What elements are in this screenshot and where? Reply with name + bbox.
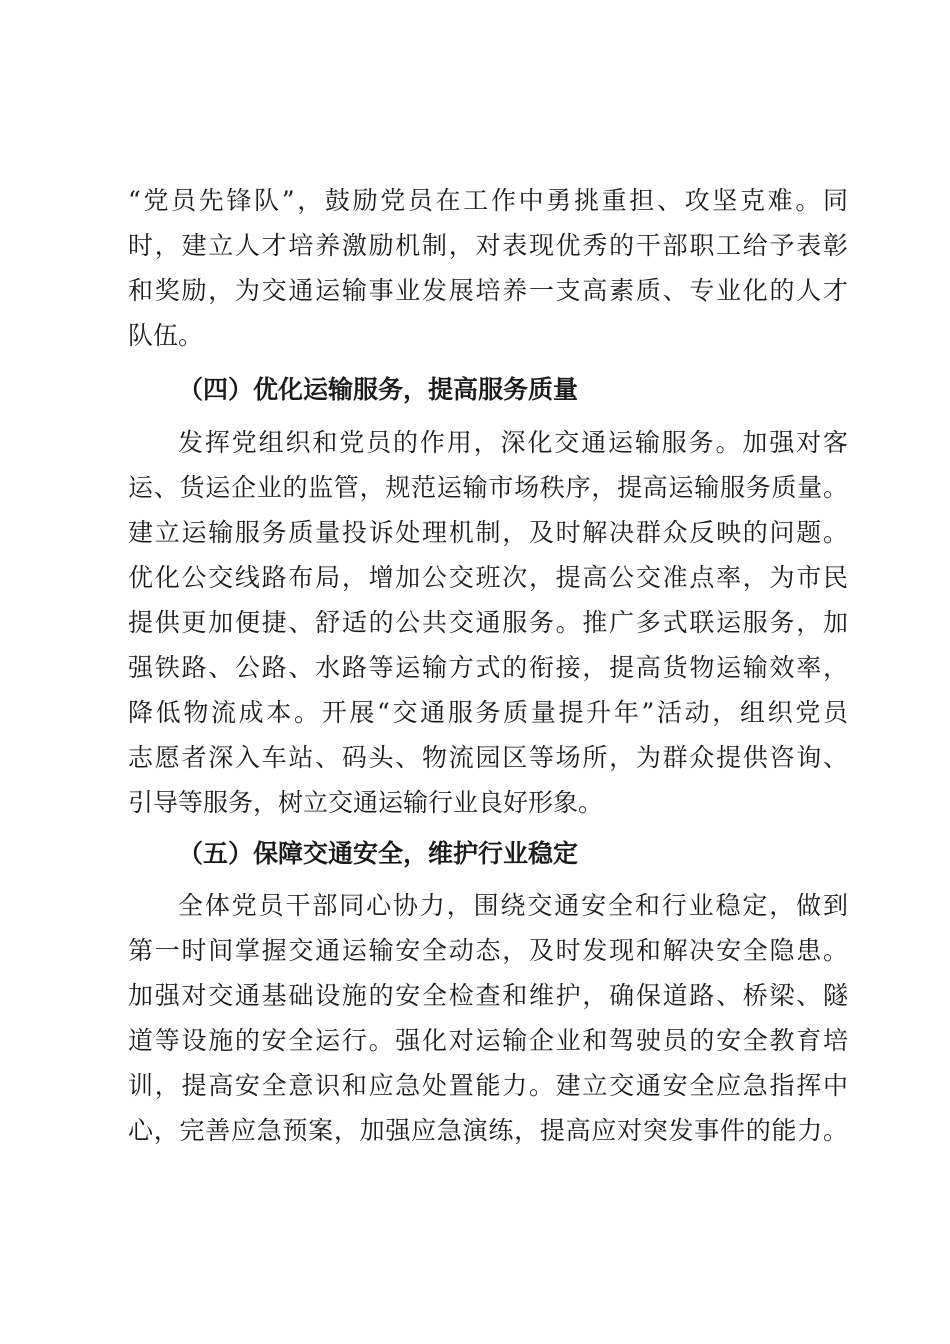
paragraph-line: 建立运输服务质量投诉处理机制，及时解决群众反映的问题。 (128, 518, 848, 547)
paragraph-line: 第一时间掌握交通运输安全动态，及时发现和解决安全隐患。 (128, 936, 848, 965)
paragraph-line: 训，提高安全意识和应急处置能力。建立交通安全应急指挥中 (128, 1071, 848, 1100)
paragraph-line: 道等设施的安全运行。强化对运输企业和驾驶员的安全教育培 (128, 1026, 848, 1055)
paragraph-line: 发挥党组织和党员的作用，深化交通运输服务。加强对客 (178, 428, 848, 457)
paragraph-line: 加强对交通基础设施的安全检查和维护，确保道路、桥梁、隧 (128, 981, 848, 1010)
paragraph-line: 队伍。 (128, 321, 204, 350)
section-heading: （五）保障交通安全，维护行业稳定 (178, 839, 579, 868)
paragraph-line: 运、货运企业的监管，规范运输市场秩序，提高运输服务质量。 (128, 473, 848, 502)
paragraph-line: 强铁路、公路、水路等运输方式的衔接，提高货物运输效率， (128, 653, 848, 682)
paragraph-line: 引导等服务，树立交通运输行业良好形象。 (128, 788, 604, 817)
paragraph-line: 时，建立人才培养激励机制，对表现优秀的干部职工给予表彰 (128, 231, 848, 260)
paragraph-line: 优化公交线路布局，增加公交班次，提高公交准点率，为市民 (128, 563, 848, 592)
paragraph-line: 志愿者深入车站、码头、物流园区等场所，为群众提供咨询、 (128, 743, 848, 772)
section-heading: （四）优化运输服务，提高服务质量 (178, 375, 579, 404)
paragraph-line: 降低物流成本。开展“交通服务质量提升年”活动，组织党员 (128, 698, 848, 727)
paragraph-line: 和奖励，为交通运输事业发展培养一支高素质、专业化的人才 (128, 276, 848, 305)
paragraph-line: 全体党员干部同心协力，围绕交通安全和行业稳定，做到 (178, 891, 848, 920)
paragraph-line: “党员先锋队”，鼓励党员在工作中勇挑重担、攻坚克难。同 (128, 186, 848, 215)
paragraph-line: 心，完善应急预案，加强应急演练，提高应对突发事件的能力。 (128, 1116, 848, 1145)
paragraph-line: 提供更加便捷、舒适的公共交通服务。推广多式联运服务，加 (128, 608, 848, 637)
